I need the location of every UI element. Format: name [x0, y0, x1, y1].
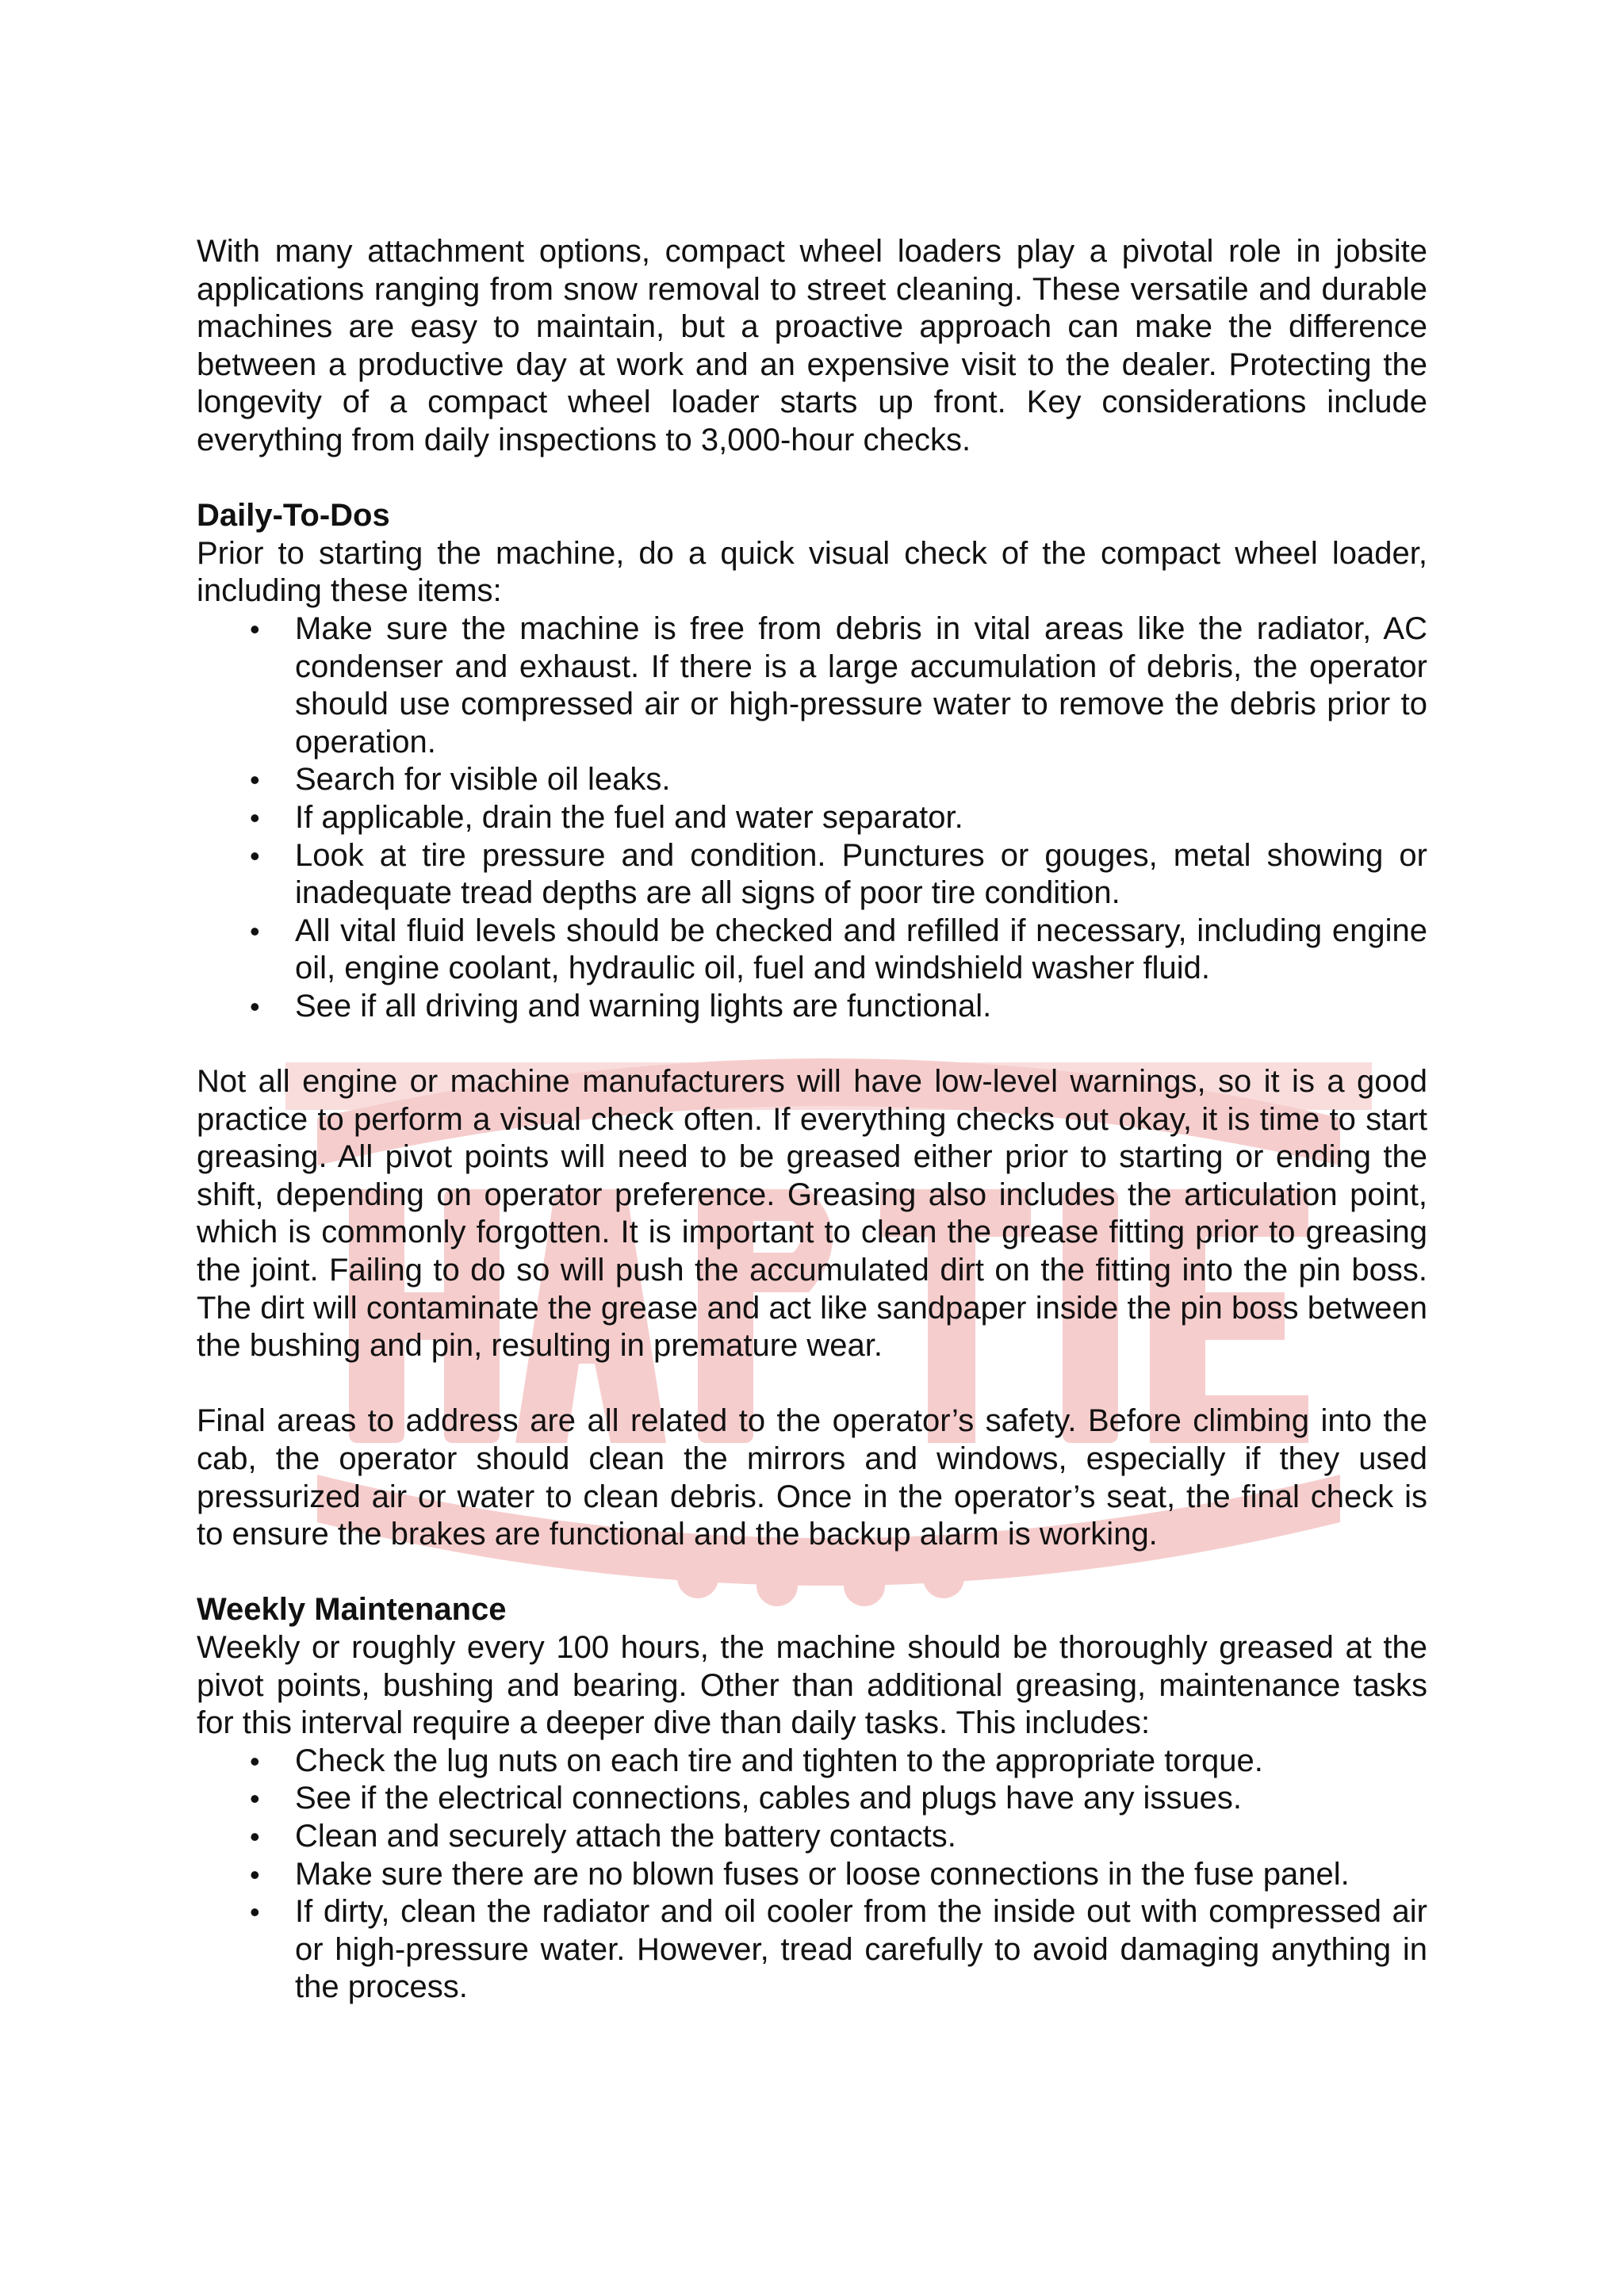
- safety-paragraph: Final areas to address are all related to the operator’s safety. Before climbing into the cab, the operator should clean the mirrors and windows, especially if they used pressurized air or water to clean debris. Once in the operator’s seat, the final check is to ensure the brakes are functional and the backup alarm is working.: [197, 1403, 1427, 1552]
- spacer: [197, 460, 1427, 498]
- bullet-icon: •: [250, 1896, 260, 1929]
- list-item-text: Clean and securely attach the battery contacts.: [295, 1818, 956, 1854]
- daily-lead: Prior to starting the machine, do a quick visual check of the compact wheel loader, including these items:: [197, 535, 1427, 609]
- daily-checklist: [197, 610, 1427, 1026]
- bullet-icon: •: [250, 763, 260, 797]
- list-item: [250, 799, 1427, 837]
- list-item: [250, 1856, 1427, 1894]
- list-item-text: See if the electrical connections, cables and plugs have any issues.: [295, 1781, 1243, 1816]
- weekly-heading: Weekly Maintenance: [197, 1592, 507, 1628]
- spacer: [197, 1554, 1427, 1592]
- list-item: [250, 1743, 1427, 1781]
- list-item-text: All vital fluid levels should be checked and refilled if necessary, including engine oil, engine coolant, hydraulic oil, fuel and windshield washer fluid.: [295, 913, 1427, 986]
- spacer: [197, 1365, 1427, 1403]
- weekly-checklist: [197, 1743, 1427, 2007]
- spacer: [197, 1025, 1427, 1063]
- bullet-icon: •: [250, 1820, 260, 1853]
- bullet-icon: •: [250, 1744, 260, 1777]
- list-item: [250, 1893, 1427, 2007]
- list-item: [250, 761, 1427, 799]
- bullet-icon: •: [250, 914, 260, 947]
- list-item-text: Check the lug nuts on each tire and tighten to the appropriate torque.: [295, 1743, 1263, 1778]
- list-item: [250, 913, 1427, 988]
- bullet-icon: •: [250, 989, 260, 1023]
- list-item-text: See if all driving and warning lights are functional.: [295, 988, 992, 1024]
- list-item: [250, 1818, 1427, 1856]
- list-item-text: Make sure the machine is free from debris in vital areas like the radiator, AC condenser and exhaust. If there is a large accumulation of debris, the operator should use compressed air or high-pressure water to remove the debris prior to operation.: [295, 610, 1427, 760]
- daily-heading: Daily-To-Dos: [197, 498, 390, 534]
- bullet-icon: •: [250, 839, 260, 872]
- list-item: [250, 988, 1427, 1026]
- list-item: [250, 837, 1427, 913]
- list-item-text: If applicable, drain the fuel and water separator.: [295, 799, 963, 835]
- list-item: [250, 1780, 1427, 1818]
- list-item-text: Search for visible oil leaks.: [295, 762, 671, 798]
- list-item-text: Make sure there are no blown fuses or loose connections in the fuse panel.: [295, 1856, 1350, 1892]
- document-body: [197, 233, 1427, 2007]
- weekly-lead: Weekly or roughly every 100 hours, the machine should be thoroughly greased at the pivot points, bushing and bearing. Other than additional greasing, maintenance tasks for this interval require a deeper dive than daily tasks. This includes:: [197, 1629, 1427, 1741]
- bullet-icon: •: [250, 1858, 260, 1891]
- list-item-text: Look at tire pressure and condition. Punctures or gouges, metal showing or inadequate tread depths are all signs of poor tire condition.: [295, 837, 1427, 911]
- bullet-icon: •: [250, 1782, 260, 1816]
- intro-paragraph: With many attachment options, compact wheel loaders play a pivotal role in jobsite applications ranging from snow removal to street cleaning. These versatile and durable machines are easy to maintain, but a proactive approach can make the difference between a productive day at work and an expensive visit to the dealer. Protecting the longevity of a compact wheel loader starts up front. Key considerations include everything from daily inspections to 3,000-hour checks.: [197, 234, 1427, 457]
- list-item: [250, 610, 1427, 761]
- bullet-icon: •: [250, 801, 260, 834]
- list-item-text: If dirty, clean the radiator and oil cooler from the inside out with compressed air or high-pressure water. However, tread carefully to avoid damaging anything in the process.: [295, 1894, 1427, 2005]
- greasing-paragraph: Not all engine or machine manufacturers will have low-level warnings, so it is a good practice to perform a visual check often. If everything checks out okay, it is time to start greasing. All pivot points will need to be greased either prior to starting or ending the shift, depending on operator preference. Greasing also includes the articulation point, which is commonly forgotten. It is important to clean the grease fitting prior to greasing the joint. Failing to do so will push the accumulated dirt on the fitting into the pin boss. The dirt will contaminate the grease and act like sandpaper inside the pin boss between the bushing and pin, resulting in premature wear.: [197, 1064, 1427, 1364]
- bullet-icon: •: [250, 612, 260, 645]
